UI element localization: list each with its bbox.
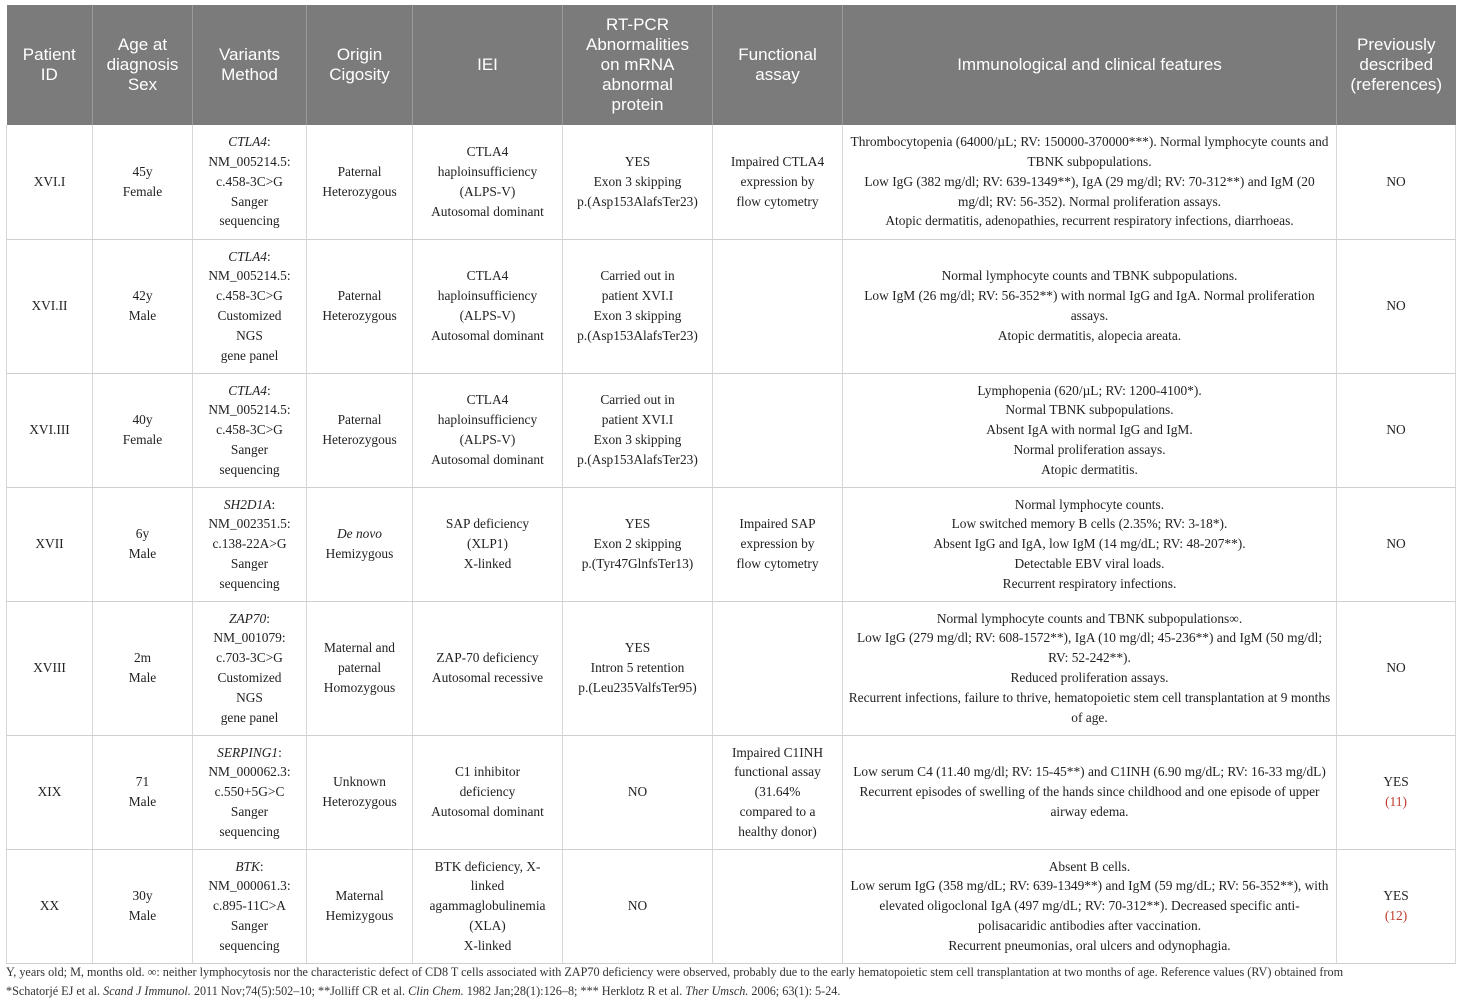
feature-line: Normal TBNK subpopulations. bbox=[1005, 402, 1174, 418]
cell-clinical-features bbox=[843, 239, 1337, 373]
cell-variant bbox=[193, 373, 307, 487]
header-rtpcr bbox=[563, 5, 713, 125]
gene-name: CTLA4 bbox=[228, 248, 267, 264]
feature-line: Normal proliferation assays. bbox=[1013, 441, 1166, 457]
rtpcr-line: Exon 3 skipping bbox=[593, 432, 682, 447]
functional-line: functional assay bbox=[734, 764, 821, 780]
table-header-row bbox=[7, 5, 1456, 125]
cell-variant bbox=[193, 487, 307, 601]
cell-functional-assay bbox=[713, 601, 843, 735]
table-body bbox=[7, 125, 1456, 963]
functional-line: flow cytometry bbox=[736, 193, 819, 209]
previously-described: NO bbox=[1386, 422, 1406, 438]
feature-line: Reduced proliferation assays. bbox=[1010, 670, 1169, 685]
cell-clinical-features bbox=[843, 849, 1337, 963]
sex: Male bbox=[128, 546, 157, 561]
previously-described: NO bbox=[1386, 536, 1406, 552]
patient-id: XVIII bbox=[33, 660, 66, 676]
cell-iei bbox=[413, 373, 563, 487]
iei-line: BTK deficiency, X- bbox=[434, 858, 541, 874]
cell-variant bbox=[193, 239, 307, 373]
cell-variant bbox=[193, 735, 307, 849]
origin-line: paternal bbox=[337, 660, 382, 676]
cell-previously-described bbox=[1337, 239, 1456, 373]
iei-line: (XLA) bbox=[469, 917, 506, 933]
sex: Female bbox=[122, 183, 163, 199]
iei-line: (ALPS-V) bbox=[459, 432, 516, 447]
cell-rtpcr bbox=[563, 601, 713, 735]
gene-name: SERPING1 bbox=[217, 744, 279, 760]
cell-iei bbox=[413, 125, 563, 239]
cell-patient-id bbox=[7, 373, 93, 487]
cell-functional-assay bbox=[713, 735, 843, 849]
footnote-ref1-journal: Scand J Immunol. bbox=[103, 984, 191, 998]
functional-line: (31.64% bbox=[754, 784, 801, 800]
feature-line: Low IgG (279 mg/dl; RV: 608-1572**), IgA (10 mg/dl; 45-236**) and IgM (50 mg/dl; RV: 52-242**). bbox=[856, 630, 1323, 666]
variant-line: NM_002351.5: bbox=[208, 516, 291, 532]
gene-line: SH2D1A: bbox=[223, 496, 276, 512]
cell-age-sex bbox=[93, 849, 193, 963]
rtpcr-line: Carried out in bbox=[600, 392, 675, 408]
cell-functional-assay bbox=[713, 849, 843, 963]
feature-line: Low IgM (26 mg/dl; RV: 56-352**) with normal IgG and IgA. Normal proliferation assays. bbox=[864, 288, 1315, 323]
variant-line: Sanger bbox=[230, 803, 269, 819]
header-age-sex bbox=[93, 5, 193, 125]
patient-id: XVI.III bbox=[29, 422, 70, 438]
feature-line: Recurrent respiratory infections. bbox=[1002, 575, 1177, 591]
feature-line: Normal lymphocyte counts. bbox=[1014, 496, 1165, 512]
iei-line: SAP deficiency bbox=[445, 516, 530, 532]
rtpcr-line: patient XVI.I bbox=[601, 412, 674, 428]
patient-id: XX bbox=[39, 898, 60, 914]
rtpcr-line: p.(Leu235ValfsTer95) bbox=[578, 679, 697, 695]
variants-table bbox=[6, 5, 1456, 964]
feature-line: Absent B cells. bbox=[1048, 858, 1131, 874]
cell-patient-id bbox=[7, 849, 93, 963]
feature-line: Recurrent pneumonias, oral ulcers and odynophagia. bbox=[948, 937, 1231, 953]
footnote-ref2-citation: 1982 Jan;28(1):126–8; *** Herklotz R et al. bbox=[466, 984, 683, 998]
feature-line: Recurrent episodes of swelling of the hands since childhood and one episode of upper airway edema. bbox=[859, 784, 1320, 819]
cell-iei bbox=[413, 849, 563, 963]
iei-line: haploinsufficiency bbox=[437, 163, 538, 179]
feature-line: Absent IgG and IgA, low IgM (14 mg/dL; RV: 48-207**). bbox=[933, 536, 1246, 552]
header-line: Sex bbox=[127, 75, 158, 94]
footnote-ref1-authors: *Schatorjé EJ et al. bbox=[6, 984, 101, 998]
cell-functional-assay bbox=[713, 487, 843, 601]
cell-variant bbox=[193, 849, 307, 963]
cell-age-sex bbox=[93, 735, 193, 849]
header-line: diagnosis bbox=[106, 55, 179, 74]
cell-functional-assay bbox=[713, 239, 843, 373]
feature-line: Atopic dermatitis. bbox=[1041, 461, 1138, 477]
rtpcr-line: YES bbox=[624, 516, 651, 532]
functional-line: expression by bbox=[740, 173, 815, 189]
variant-line: NM_005214.5: bbox=[208, 268, 291, 284]
cell-patient-id bbox=[7, 487, 93, 601]
header-variants-method bbox=[193, 5, 307, 125]
age: 45y bbox=[132, 163, 153, 179]
previously-described: NO bbox=[1386, 298, 1406, 314]
cell-iei bbox=[413, 735, 563, 849]
rtpcr-line: YES bbox=[624, 154, 651, 170]
gene-line: BTK: bbox=[235, 858, 264, 874]
header-line: ID bbox=[40, 65, 58, 84]
origin-line: Paternal bbox=[337, 412, 382, 428]
cell-functional-assay bbox=[713, 373, 843, 487]
rtpcr-line: Exon 2 skipping bbox=[593, 536, 682, 552]
origin-line: Paternal bbox=[337, 288, 382, 304]
iei-line: (XLP1) bbox=[467, 536, 508, 552]
origin-line: Unknown bbox=[333, 774, 386, 790]
variant-line: c.895-11C>A bbox=[213, 898, 286, 914]
iei-line: Autosomal dominant bbox=[431, 803, 544, 819]
origin-line: Heterozygous bbox=[322, 432, 397, 447]
variant-line: sequencing bbox=[219, 823, 280, 839]
variant-line: Customized bbox=[217, 308, 282, 323]
cell-rtpcr bbox=[563, 849, 713, 963]
cell-functional-assay bbox=[713, 125, 843, 239]
gene-name: SH2D1A bbox=[223, 496, 272, 512]
iei-line: X-linked bbox=[463, 937, 512, 953]
cell-previously-described bbox=[1337, 735, 1456, 849]
reference-link[interactable]: (12) bbox=[1384, 908, 1408, 923]
iei-line: Autosomal dominant bbox=[431, 451, 544, 467]
header-line: Functional bbox=[738, 45, 817, 64]
age: 40y bbox=[132, 412, 153, 428]
cell-origin bbox=[307, 373, 413, 487]
header-line: Patient bbox=[22, 45, 76, 64]
cell-iei bbox=[413, 601, 563, 735]
sex: Male bbox=[128, 794, 157, 809]
cell-clinical-features bbox=[843, 373, 1337, 487]
iei-line: haploinsufficiency bbox=[437, 288, 538, 304]
cell-patient-id bbox=[7, 735, 93, 849]
iei-line: agammaglobulinemia bbox=[429, 898, 546, 914]
reference-link[interactable]: (11) bbox=[1385, 794, 1407, 809]
rtpcr-line: Exon 3 skipping bbox=[593, 308, 682, 323]
cell-previously-described bbox=[1337, 487, 1456, 601]
cell-origin bbox=[307, 487, 413, 601]
cell-age-sex bbox=[93, 125, 193, 239]
cell-origin bbox=[307, 601, 413, 735]
variant-line: c.550+5G>C bbox=[214, 784, 285, 800]
header-line: described bbox=[1359, 55, 1434, 74]
header-line: abnormal bbox=[602, 75, 673, 94]
age: 42y bbox=[132, 288, 153, 304]
gene-line: SERPING1: bbox=[217, 744, 282, 760]
origin-line: Heterozygous bbox=[322, 794, 397, 809]
iei-line: Autosomal dominant bbox=[431, 327, 544, 343]
cell-rtpcr bbox=[563, 239, 713, 373]
rtpcr-line: Carried out in bbox=[600, 268, 675, 284]
cell-age-sex bbox=[93, 373, 193, 487]
rtpcr-line: Exon 3 skipping bbox=[593, 173, 682, 189]
header-patient-id bbox=[7, 5, 93, 125]
header-line: Immunological and clinical features bbox=[957, 55, 1222, 74]
iei-line: ZAP-70 deficiency bbox=[436, 650, 539, 666]
feature-line: Detectable EBV viral loads. bbox=[1014, 555, 1165, 571]
variant-line: c.458-3C>G bbox=[216, 288, 283, 304]
variant-line: NM_005214.5: bbox=[208, 154, 291, 170]
age: 2m bbox=[133, 650, 152, 666]
rtpcr-line: Intron 5 retention bbox=[590, 660, 685, 676]
variant-line: c.138-22A>G bbox=[212, 536, 287, 552]
footnote-abbreviations: Y, years old; M, months old. ∞: neither lymphocytosis nor the characteristic defect of CD8 T cells associated with ZAP70 deficiency were observed, probably due to the early hematopoietic stem cell transplantation at two months of age. Reference values (RV) obtained from bbox=[6, 965, 1344, 979]
origin-de-novo: De novo bbox=[337, 526, 382, 542]
variant-line: NM_000062.3: bbox=[208, 764, 291, 780]
header-line: Variants bbox=[218, 45, 281, 64]
variant-line: gene panel bbox=[220, 347, 279, 363]
cell-clinical-features bbox=[843, 487, 1337, 601]
rtpcr-line: NO bbox=[627, 898, 648, 914]
iei-line: X-linked bbox=[463, 555, 512, 571]
previously-described: NO bbox=[1386, 660, 1406, 676]
iei-line: haploinsufficiency bbox=[437, 412, 538, 428]
feature-line: Atopic dermatitis, adenopathies, recurrent respiratory infections, diarrhoeas. bbox=[885, 213, 1294, 229]
footnote-ref1-citation: 2011 Nov;74(5):502–10; **Jolliff CR et al. bbox=[193, 984, 406, 998]
variant-line: Sanger bbox=[230, 441, 269, 457]
header-line: (references) bbox=[1350, 75, 1443, 94]
header-line: RT-PCR bbox=[606, 15, 669, 34]
header-line: Origin bbox=[336, 45, 383, 64]
header-functional-assay bbox=[713, 5, 843, 125]
iei-line: C1 inhibitor bbox=[454, 764, 521, 780]
functional-line: Impaired C1INH bbox=[731, 744, 824, 760]
feature-line: Thrombocytopenia (64000/µL; RV: 150000-370000***). Normal lymphocyte counts and TBNK subpopulations. bbox=[850, 134, 1329, 170]
variant-line: NGS bbox=[236, 327, 263, 343]
variant-line: gene panel bbox=[220, 709, 279, 725]
cell-clinical-features bbox=[843, 601, 1337, 735]
origin-line: Paternal bbox=[337, 163, 382, 179]
cell-previously-described bbox=[1337, 849, 1456, 963]
iei-line: linked bbox=[470, 878, 505, 894]
cell-rtpcr bbox=[563, 487, 713, 601]
header-line: IEI bbox=[477, 55, 498, 74]
gene-line: CTLA4: bbox=[228, 382, 271, 398]
variant-line: c.703-3C>G bbox=[216, 650, 283, 666]
header-line: Method bbox=[221, 65, 278, 84]
functional-line: healthy donor) bbox=[738, 823, 817, 839]
variant-line: c.458-3C>G bbox=[216, 173, 283, 189]
cell-previously-described bbox=[1337, 125, 1456, 239]
iei-line: deficiency bbox=[459, 784, 516, 800]
rtpcr-line: p.(Asp153AlafsTer23) bbox=[577, 327, 698, 343]
cell-previously-described bbox=[1337, 373, 1456, 487]
feature-line: Normal lymphocyte counts and TBNK subpopulations∞. bbox=[936, 610, 1243, 626]
rtpcr-line: patient XVI.I bbox=[601, 288, 674, 304]
variant-line: Customized bbox=[217, 670, 282, 685]
patient-id: XVII bbox=[35, 536, 64, 552]
table-row bbox=[7, 487, 1456, 601]
cell-rtpcr bbox=[563, 735, 713, 849]
origin-line: Heterozygous bbox=[322, 183, 397, 199]
origin-line: Heterozygous bbox=[322, 308, 397, 323]
iei-line: Autosomal recessive bbox=[431, 670, 544, 685]
iei-line: (ALPS-V) bbox=[459, 183, 516, 199]
functional-line: Impaired CTLA4 bbox=[730, 154, 825, 170]
feature-line: Low switched memory B cells (2.35%; RV: 3-18*). bbox=[951, 516, 1228, 532]
feature-line: Low IgG (382 mg/dl; RV: 639-1349**), IgA (29 mg/dl; RV: 70-312**) and IgM (20 mg/dl; RV: 56-352). Normal proliferation assays. bbox=[864, 173, 1315, 209]
variant-line: c.458-3C>G bbox=[216, 422, 283, 438]
gene-line: CTLA4: bbox=[228, 134, 271, 150]
gene-line: CTLA4: bbox=[228, 248, 271, 264]
functional-line: Impaired SAP bbox=[739, 516, 816, 532]
header-line: on mRNA bbox=[600, 55, 675, 74]
gene-name: ZAP70 bbox=[229, 610, 267, 626]
sex: Male bbox=[128, 908, 157, 923]
variant-line: NM_000061.3: bbox=[208, 878, 291, 894]
origin-line: Maternal bbox=[335, 888, 384, 904]
table-row bbox=[7, 735, 1456, 849]
functional-line: expression by bbox=[740, 536, 815, 552]
header-iei bbox=[413, 5, 563, 125]
variant-line: sequencing bbox=[219, 213, 280, 229]
previously-described: NO bbox=[1386, 173, 1406, 189]
cell-origin bbox=[307, 239, 413, 373]
origin-line: Homozygous bbox=[323, 679, 396, 695]
rtpcr-line: p.(Asp153AlafsTer23) bbox=[577, 451, 698, 467]
table-row bbox=[7, 373, 1456, 487]
iei-line: CTLA4 bbox=[466, 392, 509, 408]
table-row bbox=[7, 125, 1456, 239]
iei-line: Autosomal dominant bbox=[431, 203, 544, 219]
feature-line: Atopic dermatitis, alopecia areata. bbox=[997, 327, 1182, 343]
age: 30y bbox=[132, 888, 153, 904]
header-line: Previously bbox=[1357, 35, 1436, 54]
iei-line: CTLA4 bbox=[466, 144, 509, 160]
footnote-ref3-journal: Ther Umsch. bbox=[685, 984, 749, 998]
functional-line: compared to a bbox=[739, 803, 816, 819]
feature-line: Low serum C4 (11.40 mg/dl; RV: 15-45**) and C1INH (6.90 mg/dL; RV: 16-33 mg/dL) bbox=[853, 764, 1326, 780]
iei-line: CTLA4 bbox=[466, 268, 509, 284]
feature-line: Lymphopenia (620/µL; RV: 1200-4100*). bbox=[977, 382, 1202, 398]
variant-line: Sanger bbox=[230, 917, 269, 933]
gene-name: BTK bbox=[235, 858, 260, 874]
sex: Male bbox=[128, 670, 157, 685]
previously-described: YES bbox=[1383, 774, 1409, 790]
variant-line: sequencing bbox=[219, 461, 280, 477]
cell-patient-id bbox=[7, 601, 93, 735]
cell-age-sex bbox=[93, 239, 193, 373]
header-clinical-features bbox=[843, 5, 1337, 125]
header-line: assay bbox=[755, 65, 800, 84]
rtpcr-line: YES bbox=[624, 640, 651, 656]
gene-line: ZAP70: bbox=[229, 610, 270, 626]
cell-origin bbox=[307, 735, 413, 849]
cell-origin bbox=[307, 125, 413, 239]
header-line: Age at bbox=[117, 35, 168, 54]
table-row bbox=[7, 239, 1456, 373]
origin-line: Hemizygous bbox=[325, 546, 394, 561]
header-line: protein bbox=[611, 95, 664, 114]
gene-name: CTLA4 bbox=[228, 382, 267, 398]
cell-previously-described bbox=[1337, 601, 1456, 735]
variant-line: Sanger bbox=[230, 555, 269, 571]
gene-name: CTLA4 bbox=[228, 134, 267, 150]
origin-line: Hemizygous bbox=[325, 908, 394, 923]
cell-iei bbox=[413, 239, 563, 373]
header-previously-described bbox=[1337, 5, 1456, 125]
patient-id: XVI.I bbox=[33, 173, 66, 189]
variant-line: sequencing bbox=[219, 575, 280, 591]
rtpcr-line: p.(Tyr47GlnfsTer13) bbox=[581, 555, 694, 571]
patient-id: XVI.II bbox=[31, 298, 68, 314]
age: 6y bbox=[135, 526, 150, 542]
feature-line: Low serum IgG (358 mg/dL; RV: 639-1349**) and IgM (59 mg/dL; RV: 56-352**), with elevated oligoclonal IgA (497 mg/dL; RV: 70-312**). Decreased specific anti-polisacaridic antibodies after vaccination. bbox=[850, 878, 1329, 933]
age: 71 bbox=[135, 774, 150, 790]
previously-described: YES bbox=[1383, 888, 1409, 904]
variant-line: NM_001079: bbox=[213, 630, 286, 646]
variant-line: NM_005214.5: bbox=[208, 402, 291, 418]
header-line: Cigosity bbox=[329, 65, 390, 84]
feature-line: Normal lymphocyte counts and TBNK subpopulations. bbox=[941, 268, 1238, 284]
cell-patient-id bbox=[7, 125, 93, 239]
header-line: Abnormalities bbox=[586, 35, 689, 54]
iei-line: (ALPS-V) bbox=[459, 308, 516, 323]
patient-id: XIX bbox=[37, 784, 62, 800]
cell-rtpcr bbox=[563, 373, 713, 487]
sex: Female bbox=[122, 432, 163, 447]
origin-line: Maternal and bbox=[323, 640, 395, 656]
cell-iei bbox=[413, 487, 563, 601]
rtpcr-line: p.(Asp153AlafsTer23) bbox=[577, 193, 698, 209]
footnote-ref2-journal: Clin Chem. bbox=[408, 984, 464, 998]
table-row bbox=[7, 849, 1456, 963]
cell-clinical-features bbox=[843, 735, 1337, 849]
cell-variant bbox=[193, 125, 307, 239]
table-footnote bbox=[6, 963, 1456, 1001]
cell-variant bbox=[193, 601, 307, 735]
feature-line: Absent IgA with normal IgG and IgM. bbox=[986, 422, 1193, 438]
feature-line: Recurrent infections, failure to thrive, hematopoietic stem cell transplantation at 9 months of age. bbox=[848, 689, 1331, 725]
functional-line: flow cytometry bbox=[736, 555, 819, 571]
cell-origin bbox=[307, 849, 413, 963]
rtpcr-line: NO bbox=[627, 784, 648, 800]
variant-line: Sanger bbox=[230, 193, 269, 209]
cell-clinical-features bbox=[843, 125, 1337, 239]
footnote-ref3-citation: 2006; 63(1): 5-24. bbox=[751, 984, 841, 998]
cell-age-sex bbox=[93, 601, 193, 735]
cell-age-sex bbox=[93, 487, 193, 601]
header-origin-cigosity bbox=[307, 5, 413, 125]
cell-rtpcr bbox=[563, 125, 713, 239]
sex: Male bbox=[128, 308, 157, 323]
variant-line: sequencing bbox=[219, 937, 280, 953]
variant-line: NGS bbox=[236, 689, 263, 705]
cell-patient-id bbox=[7, 239, 93, 373]
table-row bbox=[7, 601, 1456, 735]
